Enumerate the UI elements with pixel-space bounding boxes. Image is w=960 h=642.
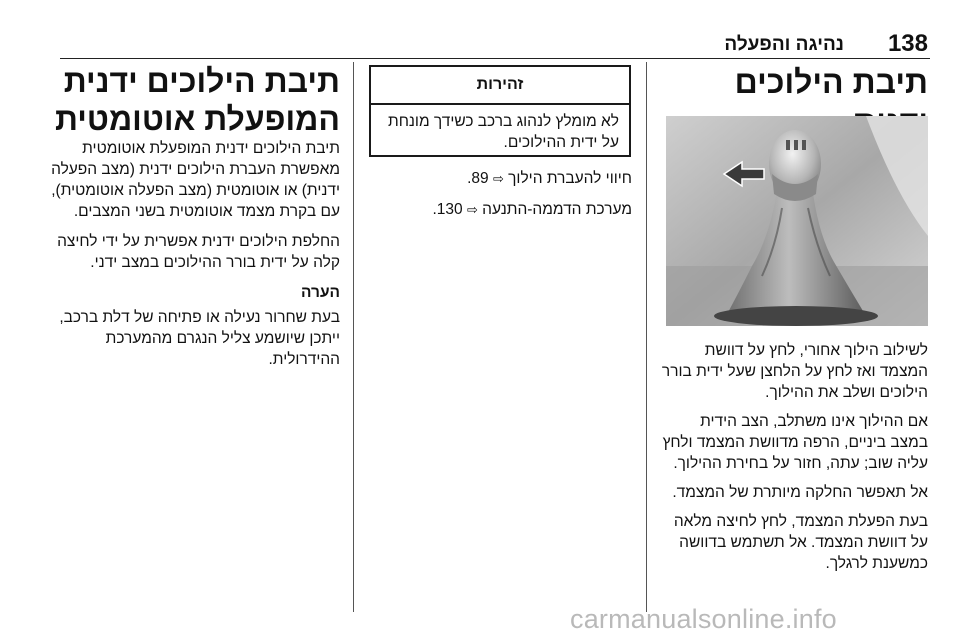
caution-text: לא מומלץ לנהוג ברכב כשידך מונחת על ידית ההילוכים. <box>387 113 619 151</box>
reference-gear-shift-indicator[interactable] <box>370 168 632 190</box>
column-divider-left <box>353 62 354 612</box>
right-column-body <box>660 340 928 582</box>
gear-shift-photo <box>666 116 928 326</box>
reference-text: מערכת הדממה-התנעה <box>482 201 632 218</box>
cross-references <box>370 168 632 230</box>
column-divider-right <box>646 62 647 612</box>
reference-page: 130. <box>432 201 463 218</box>
page-reference-icon: ⇨ <box>466 203 478 218</box>
note-text: בעת שחרור נעילה או פתיחה של דלת ברכב, ייתכן שיושמע צליל הנגרם מהמערכת ההידרולית. <box>59 309 340 368</box>
paragraph-clutch-slip: אל תאפשר החלקה מיותרת של המצמד. <box>672 484 928 501</box>
note-title: הערה <box>301 284 340 301</box>
reference-page: 89. <box>467 170 489 187</box>
caution-box <box>369 65 631 157</box>
paragraph-gear-not-engaging: אם ההילוך אינו משתלב, הצב הידית במצב ביניים, הרפה מדוושת המצמד ולחץ עליה שוב; עתה, חזור על בחירת ההילוך. <box>662 413 928 472</box>
watermark: carmanualsonline.info <box>570 604 837 634</box>
section-heading-manual-transmission: תיבת הילוכים <box>734 64 928 100</box>
paragraph-manual-shifting: החלפת הילוכים ידנית אפשרית על ידי לחיצה קלה על ידית בורר ההילוכים במצב ידני. <box>57 233 340 271</box>
reference-text: חיווי להעברת הילוך <box>508 170 632 187</box>
page-reference-icon: ⇨ <box>492 172 504 187</box>
page-number: 138 <box>887 30 928 57</box>
paragraph-reverse-gear: לשילוב הילוך אחורי, לחץ על דוושת המצמד ואז לחץ על הלחצן שעל ידית בורר הילוכים ושלב את ההילוך. <box>661 342 928 401</box>
left-column-body <box>48 138 340 379</box>
running-header-title: נהיגה והפעלה <box>724 34 844 55</box>
paragraph-clutch-operation: בעת הפעלת המצמד, לחץ לחיצה מלאה על דוושת המצמד. אל תשתמש בדוושה כמשענת לרגלך. <box>673 513 928 572</box>
caution-title: זהירות <box>371 67 629 105</box>
paragraph-automated-manual-intro: תיבת הילוכים ידנית המופעלת אוטומטית מאפשרת העברת הילוכים ידנית (מצב הפעלה ידנית) או אוטומטית (מצב הפעלה אוטומטית), עם בקרת מצמד אוטומטית בשני המצבים. <box>51 140 340 220</box>
reference-stop-start-system[interactable] <box>370 199 632 221</box>
header-divider <box>60 58 930 59</box>
section-heading-automated-manual: תיבת הילוכים ידנית המופעלת אוטומטית <box>54 63 340 137</box>
